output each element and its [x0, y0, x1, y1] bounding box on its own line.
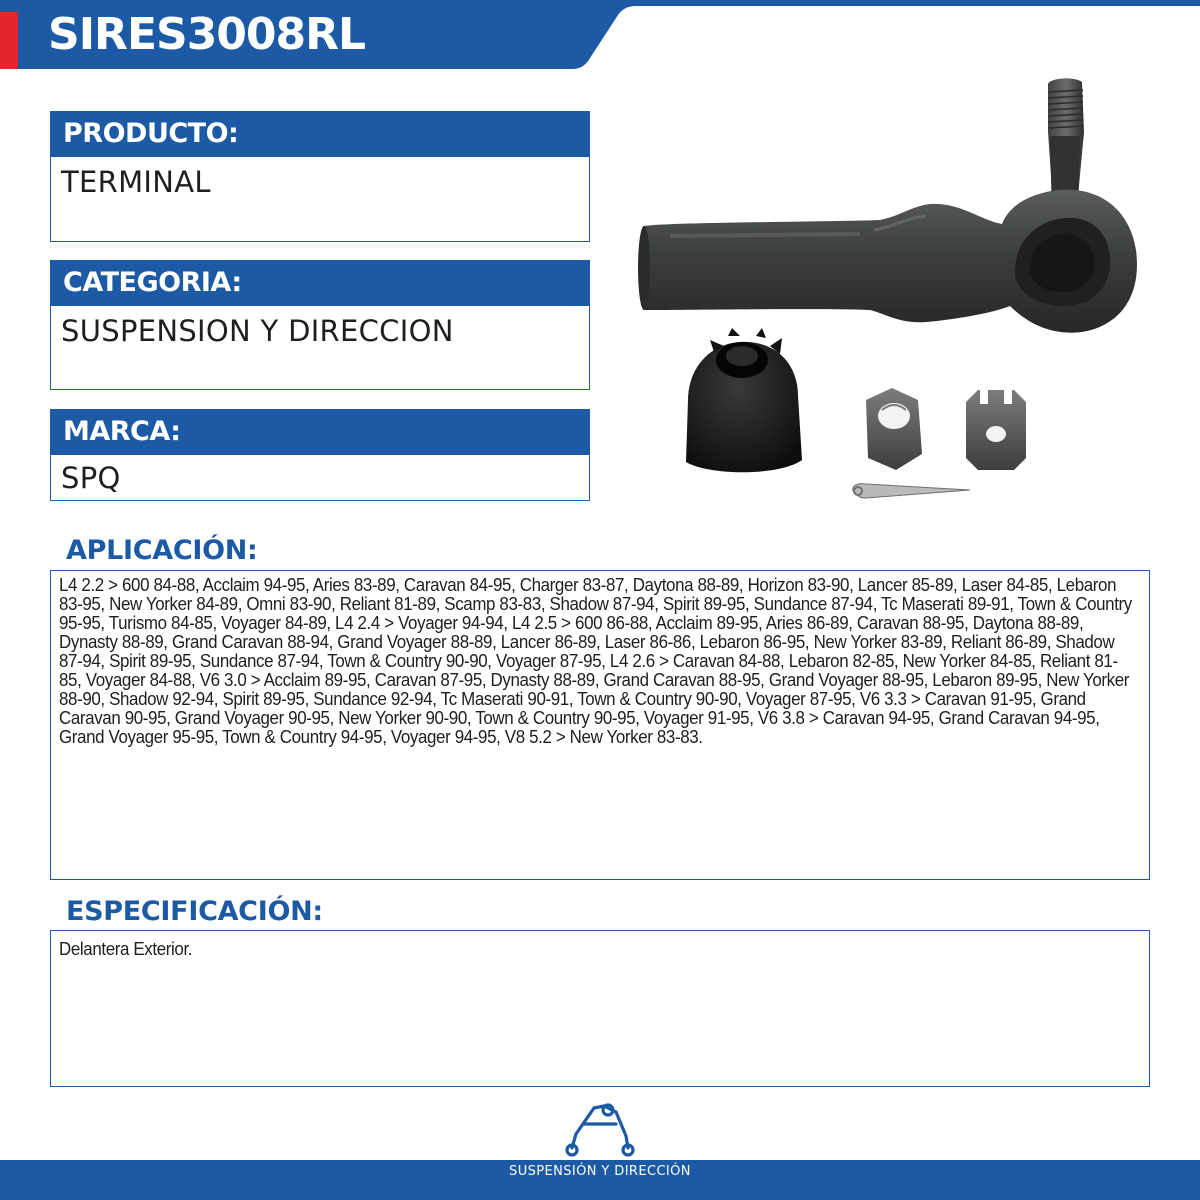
footer-category-label: SUSPENSIÓN Y DIRECCIÓN: [509, 1164, 691, 1179]
producto-box: [50, 156, 590, 242]
especificacion-box: [50, 930, 1150, 1087]
cotter-pin-icon: [853, 484, 970, 498]
especificacion-text: Delantera Exterior.: [59, 938, 193, 959]
especificacion-heading: ESPECIFICACIÓN:: [66, 896, 323, 927]
marca-value: SPQ: [61, 461, 121, 495]
part-number-title: SIRES3008RL: [48, 9, 366, 60]
categoria-box: [50, 305, 590, 390]
producto-value: TERMINAL: [61, 165, 211, 199]
suspension-control-arm-icon: [564, 1100, 636, 1158]
marca-label: MARCA:: [50, 409, 590, 455]
dust-boot-icon: [686, 328, 802, 472]
categoria-label: CATEGORIA:: [50, 260, 590, 306]
aplicacion-box: [50, 570, 1150, 880]
aplicacion-heading: APLICACIÓN:: [66, 535, 258, 566]
marca-box: [50, 454, 590, 501]
castle-nut-icon: [966, 388, 1026, 470]
categoria-value: SUSPENSION Y DIRECCION: [61, 314, 454, 348]
aplicacion-text: L4 2.2 > 600 84-88, Acclaim 94-95, Aries 83-89, Caravan 84-95, Charger 83-87, Daytona 88-89, Horizon 83-90, Lancer 85-89, Laser 84-85, Lebaron 83-95, New Yorker 84-89, Omni 83-90, Reliant 81-89, Scamp 83-83, Shadow 87-94, Spirit 89-95, Sundance 87-94, Tc Maserati 89-91, Town & Country 95-95, Turismo 84-85, Voyager 84-89, L4 2.4 > Voyager 94-94, L4 2.5 > 600 86-88, Acclaim 89-95, Aries 86-89, Caravan 88-95, Daytona 88-89, Dynasty 88-89, Grand Caravan 88-94, Grand Voyager 88-89, Lancer 86-89, Laser 86-86, Lebaron 86-95, New Yorker 83-89, Reliant 86-89, Shadow 87-94, Spirit 89-95, Sundance 87-94, Town & Country 90-90, Voyager 87-95, L4 2.6 > Caravan 84-88, Lebaron 82-85, New Yorker 84-85, Reliant 81-85, Voyager 84-88, V6 3.0 > Acclaim 89-95, Caravan 87-95, Dynasty 88-89, Grand Caravan 88-95, Grand Voyager 88-95, Lebaron 89-95, New Yorker 88-90, Shadow 92-94, Spirit 89-95, Sundance 92-94, Tc Maserati 90-91, Town & Country 90-90, Voyager 87-95, V6 3.3 > Caravan 91-95, Grand Caravan 90-95, Grand Voyager 90-95, New Yorker 90-90, Town & Country 90-95, Voyager 91-95, V6 3.8 > Caravan 94-95, Grand Caravan 94-95, Grand Voyager 95-95, Town & Country 94-95, Voyager 94-95, V8 5.2 > New Yorker 83-83.: [59, 574, 1132, 747]
producto-label: PRODUCTO:: [50, 111, 590, 157]
product-image: [630, 70, 1150, 510]
hex-nut-icon: [866, 388, 922, 470]
tie-rod-end-icon: [638, 190, 1137, 333]
